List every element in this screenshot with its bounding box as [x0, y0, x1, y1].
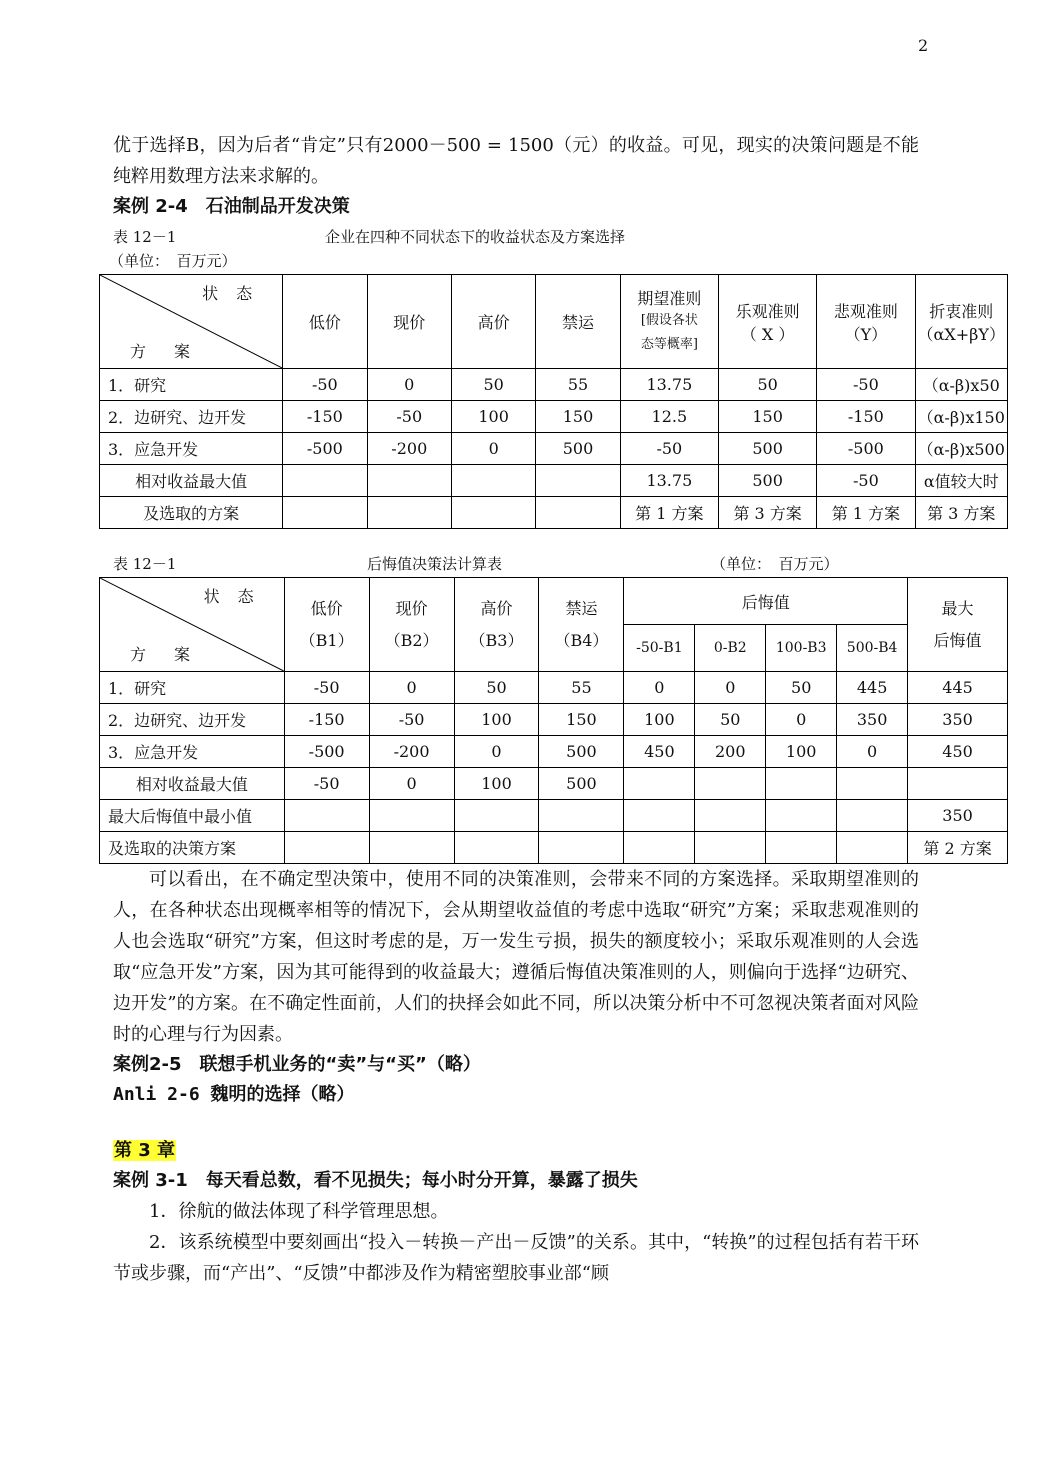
table-cell: 350 — [908, 800, 1008, 832]
table-cell: 0 — [369, 672, 454, 704]
table-cell: 450 — [908, 736, 1008, 768]
table-cell — [539, 832, 624, 864]
table2-header-regret-b4: 500-B4 — [837, 625, 908, 672]
table2-row3-plan: 3．应急开发 — [100, 736, 285, 768]
table-cell — [624, 832, 695, 864]
table-cell: 13.75 — [620, 369, 718, 401]
table2-row2-plan: 2．边研究、边开发 — [100, 704, 285, 736]
table2-min-label-1: 最大后悔值中最小值 — [100, 800, 285, 832]
table1-row2-plan: 2．边研究、边开发 — [100, 401, 283, 433]
table-cell — [367, 465, 451, 497]
table-cell: 第 2 方案 — [908, 832, 1008, 864]
table2-header-regret: 后悔值 — [624, 578, 908, 625]
table-cell: 100 — [451, 401, 535, 433]
table-cell — [454, 832, 539, 864]
table-cell: -200 — [367, 433, 451, 465]
heading-case-2-5: 案例2-5 联想手机业务的“卖”与“买”（略） — [113, 1054, 481, 1075]
table-cell — [837, 832, 908, 864]
table-cell: -50 — [620, 433, 718, 465]
table-cell: 55 — [536, 369, 620, 401]
table-cell — [451, 465, 535, 497]
table2-header-low — [284, 578, 369, 672]
table-cell: 第 1 方案 — [620, 497, 718, 529]
table-cell: 100 — [624, 704, 695, 736]
table2-min-label-2: 及选取的决策方案 — [100, 832, 285, 864]
table1-row1-plan: 1．研究 — [100, 369, 283, 401]
table-cell: 100 — [454, 768, 539, 800]
table-cell: 50 — [719, 369, 817, 401]
table-cell — [695, 832, 766, 864]
table1-corner-cell — [100, 275, 283, 369]
table1-optimistic-line1: 乐观准则 — [735, 301, 800, 321]
table-row — [100, 465, 1008, 497]
table2-caption — [113, 549, 919, 577]
table-cell — [454, 800, 539, 832]
table1-header-optimistic — [719, 275, 817, 369]
table-row — [100, 433, 1008, 465]
table-cell: 500 — [719, 465, 817, 497]
table-cell: -50 — [283, 369, 367, 401]
table-cell: 500 — [539, 768, 624, 800]
table2-header-embargo-text: 禁运 — [565, 598, 598, 618]
table1-row3-plan: 3．应急开发 — [100, 433, 283, 465]
page-content — [108, 130, 1005, 1289]
table-cell — [283, 465, 367, 497]
table2-header-regret-b3: 100-B3 — [766, 625, 837, 672]
table-cell: 50 — [451, 369, 535, 401]
table2-header-regret-b1: -50-B1 — [624, 625, 695, 672]
table-cell: （α-β)x500 — [915, 433, 1007, 465]
table-cell: -500 — [283, 433, 367, 465]
table-cell: 0 — [369, 768, 454, 800]
table-cell: 150 — [539, 704, 624, 736]
table1-header-current: 现价 — [367, 275, 451, 369]
table1-caption — [113, 222, 919, 250]
heading-case-2-4: 案例 2-4 石油制品开发决策 — [113, 196, 350, 217]
table-cell: -150 — [284, 704, 369, 736]
table-cell — [283, 497, 367, 529]
table-cell — [367, 497, 451, 529]
table2-header-b4: （B4） — [554, 630, 609, 650]
table-row — [100, 736, 1008, 768]
table2-header-current — [369, 578, 454, 672]
table-cell: 445 — [908, 672, 1008, 704]
table1-expected-line1: 期望准则 — [637, 289, 702, 308]
table-cell — [766, 768, 837, 800]
table1-pessimistic-line1: 悲观准则 — [833, 301, 898, 321]
table-cell — [695, 768, 766, 800]
table-row — [100, 369, 1008, 401]
table1-optimistic-line2: （ X ） — [740, 324, 795, 344]
table2-header-current-text: 现价 — [395, 598, 428, 618]
table-cell: 0 — [624, 672, 695, 704]
table-cell: -150 — [283, 401, 367, 433]
payoff-table — [99, 274, 1008, 529]
table-cell: α值较大时 — [915, 465, 1007, 497]
table2-unit: （单位： 百万元） — [711, 555, 839, 573]
table-cell — [624, 800, 695, 832]
table-cell — [451, 497, 535, 529]
table-cell — [284, 832, 369, 864]
table2-header-low-text: 低价 — [310, 598, 343, 618]
table-cell: 500 — [539, 736, 624, 768]
table-cell: -50 — [369, 704, 454, 736]
table2-header-embargo — [539, 578, 624, 672]
table2-header-high — [454, 578, 539, 672]
table-cell: 0 — [454, 736, 539, 768]
table1-header-high: 高价 — [451, 275, 535, 369]
table-cell — [624, 768, 695, 800]
table2-header-b3: （B3） — [469, 630, 524, 650]
table-cell: 350 — [837, 704, 908, 736]
table-cell: -200 — [369, 736, 454, 768]
table-cell — [695, 800, 766, 832]
table1-header-low: 低价 — [283, 275, 367, 369]
table-cell: （α-β)x50 — [915, 369, 1007, 401]
table-cell: 第 1 方案 — [817, 497, 915, 529]
table-cell: 150 — [536, 401, 620, 433]
table2-header-high-text: 高价 — [480, 598, 513, 618]
paragraph-analysis: 可以看出，在不确定型决策中，使用不同的决策准则，会带来不同的方案选择。采取期望准则的人，在各种状态出现概率相等的情况下，会从期望收益值的考虑中选取“研究”方案；采取悲观准则的人也会选取“研究”方案，但这时考虑的是，万一发生亏损，损失的额度较小；采取乐观准则的人会选取“应急开发”方案，因为其可能得到的收益最大；遵循后悔值决策准则的人，则偏向于选择“边研究、边开发”的方案。在不确定性面前，人们的抉择会如此不同，所以决策分析中不可忽视决策者面对风险时的心理与行为因素。 — [113, 869, 919, 1045]
table-cell — [837, 768, 908, 800]
table1-max-label-2: 及选取的方案 — [100, 497, 283, 529]
table2-corner-cell — [100, 578, 285, 672]
table2-plan-label: 方案 — [130, 645, 219, 664]
table-cell: 50 — [454, 672, 539, 704]
page-number: 2 — [918, 36, 929, 55]
table-cell: （α-β)x150 — [915, 401, 1007, 433]
table1-header-embargo: 禁运 — [536, 275, 620, 369]
table-cell: 0 — [367, 369, 451, 401]
table-cell: 第 3 方案 — [915, 497, 1007, 529]
table-cell: 100 — [766, 736, 837, 768]
table-cell: -500 — [817, 433, 915, 465]
table-cell — [369, 800, 454, 832]
paragraph-point-1: 1．徐航的做法体现了科学管理思想。 — [149, 1201, 449, 1222]
table-cell — [837, 800, 908, 832]
table2-relative-max-label: 相对收益最大值 — [100, 768, 285, 800]
table-cell — [539, 800, 624, 832]
table-cell: 0 — [451, 433, 535, 465]
table-cell: -50 — [284, 672, 369, 704]
table1-compromise-line2: （αX+βY） — [917, 324, 1005, 344]
table-cell — [908, 768, 1008, 800]
table-cell: 150 — [719, 401, 817, 433]
table1-header-pessimistic — [817, 275, 915, 369]
table-cell — [766, 800, 837, 832]
paragraph-decision: 优于选择B，因为后者“肯定”只有2000－500 = 1500（元）的收益。可见，现实的决策问题是不能纯粹用数理方法来求解的。 — [113, 135, 919, 187]
table-cell: 0 — [837, 736, 908, 768]
table-cell: 0 — [766, 704, 837, 736]
table1-max-label-1: 相对收益最大值 — [100, 465, 283, 497]
table-row — [100, 704, 1008, 736]
table-row — [100, 768, 1008, 800]
table-cell: 12.5 — [620, 401, 718, 433]
table-row — [100, 832, 1008, 864]
table-cell: 200 — [695, 736, 766, 768]
table1-header-compromise — [915, 275, 1007, 369]
table-cell: 50 — [766, 672, 837, 704]
table1-header-expected — [620, 275, 718, 369]
table-row — [100, 401, 1008, 433]
table2-header-b1: （B1） — [299, 630, 354, 650]
table1-title: 企业在四种不同状态下的收益状态及方案选择 — [325, 228, 626, 246]
table-cell: -150 — [817, 401, 915, 433]
table-cell: 55 — [539, 672, 624, 704]
table2-header-max-line1: 最大 — [941, 598, 974, 618]
table-cell: 13.75 — [620, 465, 718, 497]
table-row — [100, 497, 1008, 529]
heading-case-3-1: 案例 3-1 每天看总数，看不见损失；每小时分开算，暴露了损失 — [113, 1170, 638, 1191]
table1-state-label: 状态 — [202, 284, 271, 303]
table2-label: 表 12－1 — [113, 555, 177, 573]
table-row — [100, 800, 1008, 832]
table2-header-b2: （B2） — [384, 630, 439, 650]
table2-header-regret-b2: 0-B2 — [695, 625, 766, 672]
table1-compromise-line1: 折衷准则 — [929, 301, 994, 321]
table-row — [100, 672, 1008, 704]
table2-title: 后悔值决策法计算表 — [367, 555, 503, 573]
table1-unit: （单位： 百万元） — [109, 252, 237, 270]
table-cell: 350 — [908, 704, 1008, 736]
table2-row1-plan: 1．研究 — [100, 672, 285, 704]
heading-anli-2-6: Anli 2-6 魏明的选择（略） — [113, 1084, 355, 1105]
table-cell: -50 — [367, 401, 451, 433]
table2-header-max-line2: 后悔值 — [933, 630, 982, 650]
table-cell — [536, 465, 620, 497]
table-cell — [536, 497, 620, 529]
table1-pessimistic-line2: （Y） — [844, 324, 888, 344]
table-cell: -50 — [284, 768, 369, 800]
table-cell: 500 — [719, 433, 817, 465]
table-cell: -50 — [817, 369, 915, 401]
table-cell — [766, 832, 837, 864]
paragraph-point-2: 2．该系统模型中要刻画出“投入－转换－产出－反馈”的关系。其中，“转换”的过程包括有若干环节或步骤，而“产出”、“反馈”中都涉及作为精密塑胶事业部“顾 — [113, 1232, 919, 1284]
table-cell — [284, 800, 369, 832]
table-cell: 第 3 方案 — [719, 497, 817, 529]
table1-expected-line3: 态等概率] — [640, 337, 698, 352]
table-cell: 500 — [536, 433, 620, 465]
table1-expected-line2: [假设各状 — [640, 313, 698, 328]
table-cell: 100 — [454, 704, 539, 736]
table-cell: 450 — [624, 736, 695, 768]
table2-state-label: 状态 — [203, 587, 272, 606]
table-cell: -500 — [284, 736, 369, 768]
regret-table — [99, 577, 1008, 864]
table-cell: 445 — [837, 672, 908, 704]
table1-label: 表 12－1 — [113, 228, 177, 246]
table1-plan-label: 方案 — [130, 342, 219, 361]
chapter-3-heading: 第 3 章 — [114, 1140, 176, 1161]
table-cell — [369, 832, 454, 864]
table2-header-max-regret — [908, 578, 1008, 672]
table-cell: 0 — [695, 672, 766, 704]
table-cell: -50 — [817, 465, 915, 497]
table-cell: 50 — [695, 704, 766, 736]
